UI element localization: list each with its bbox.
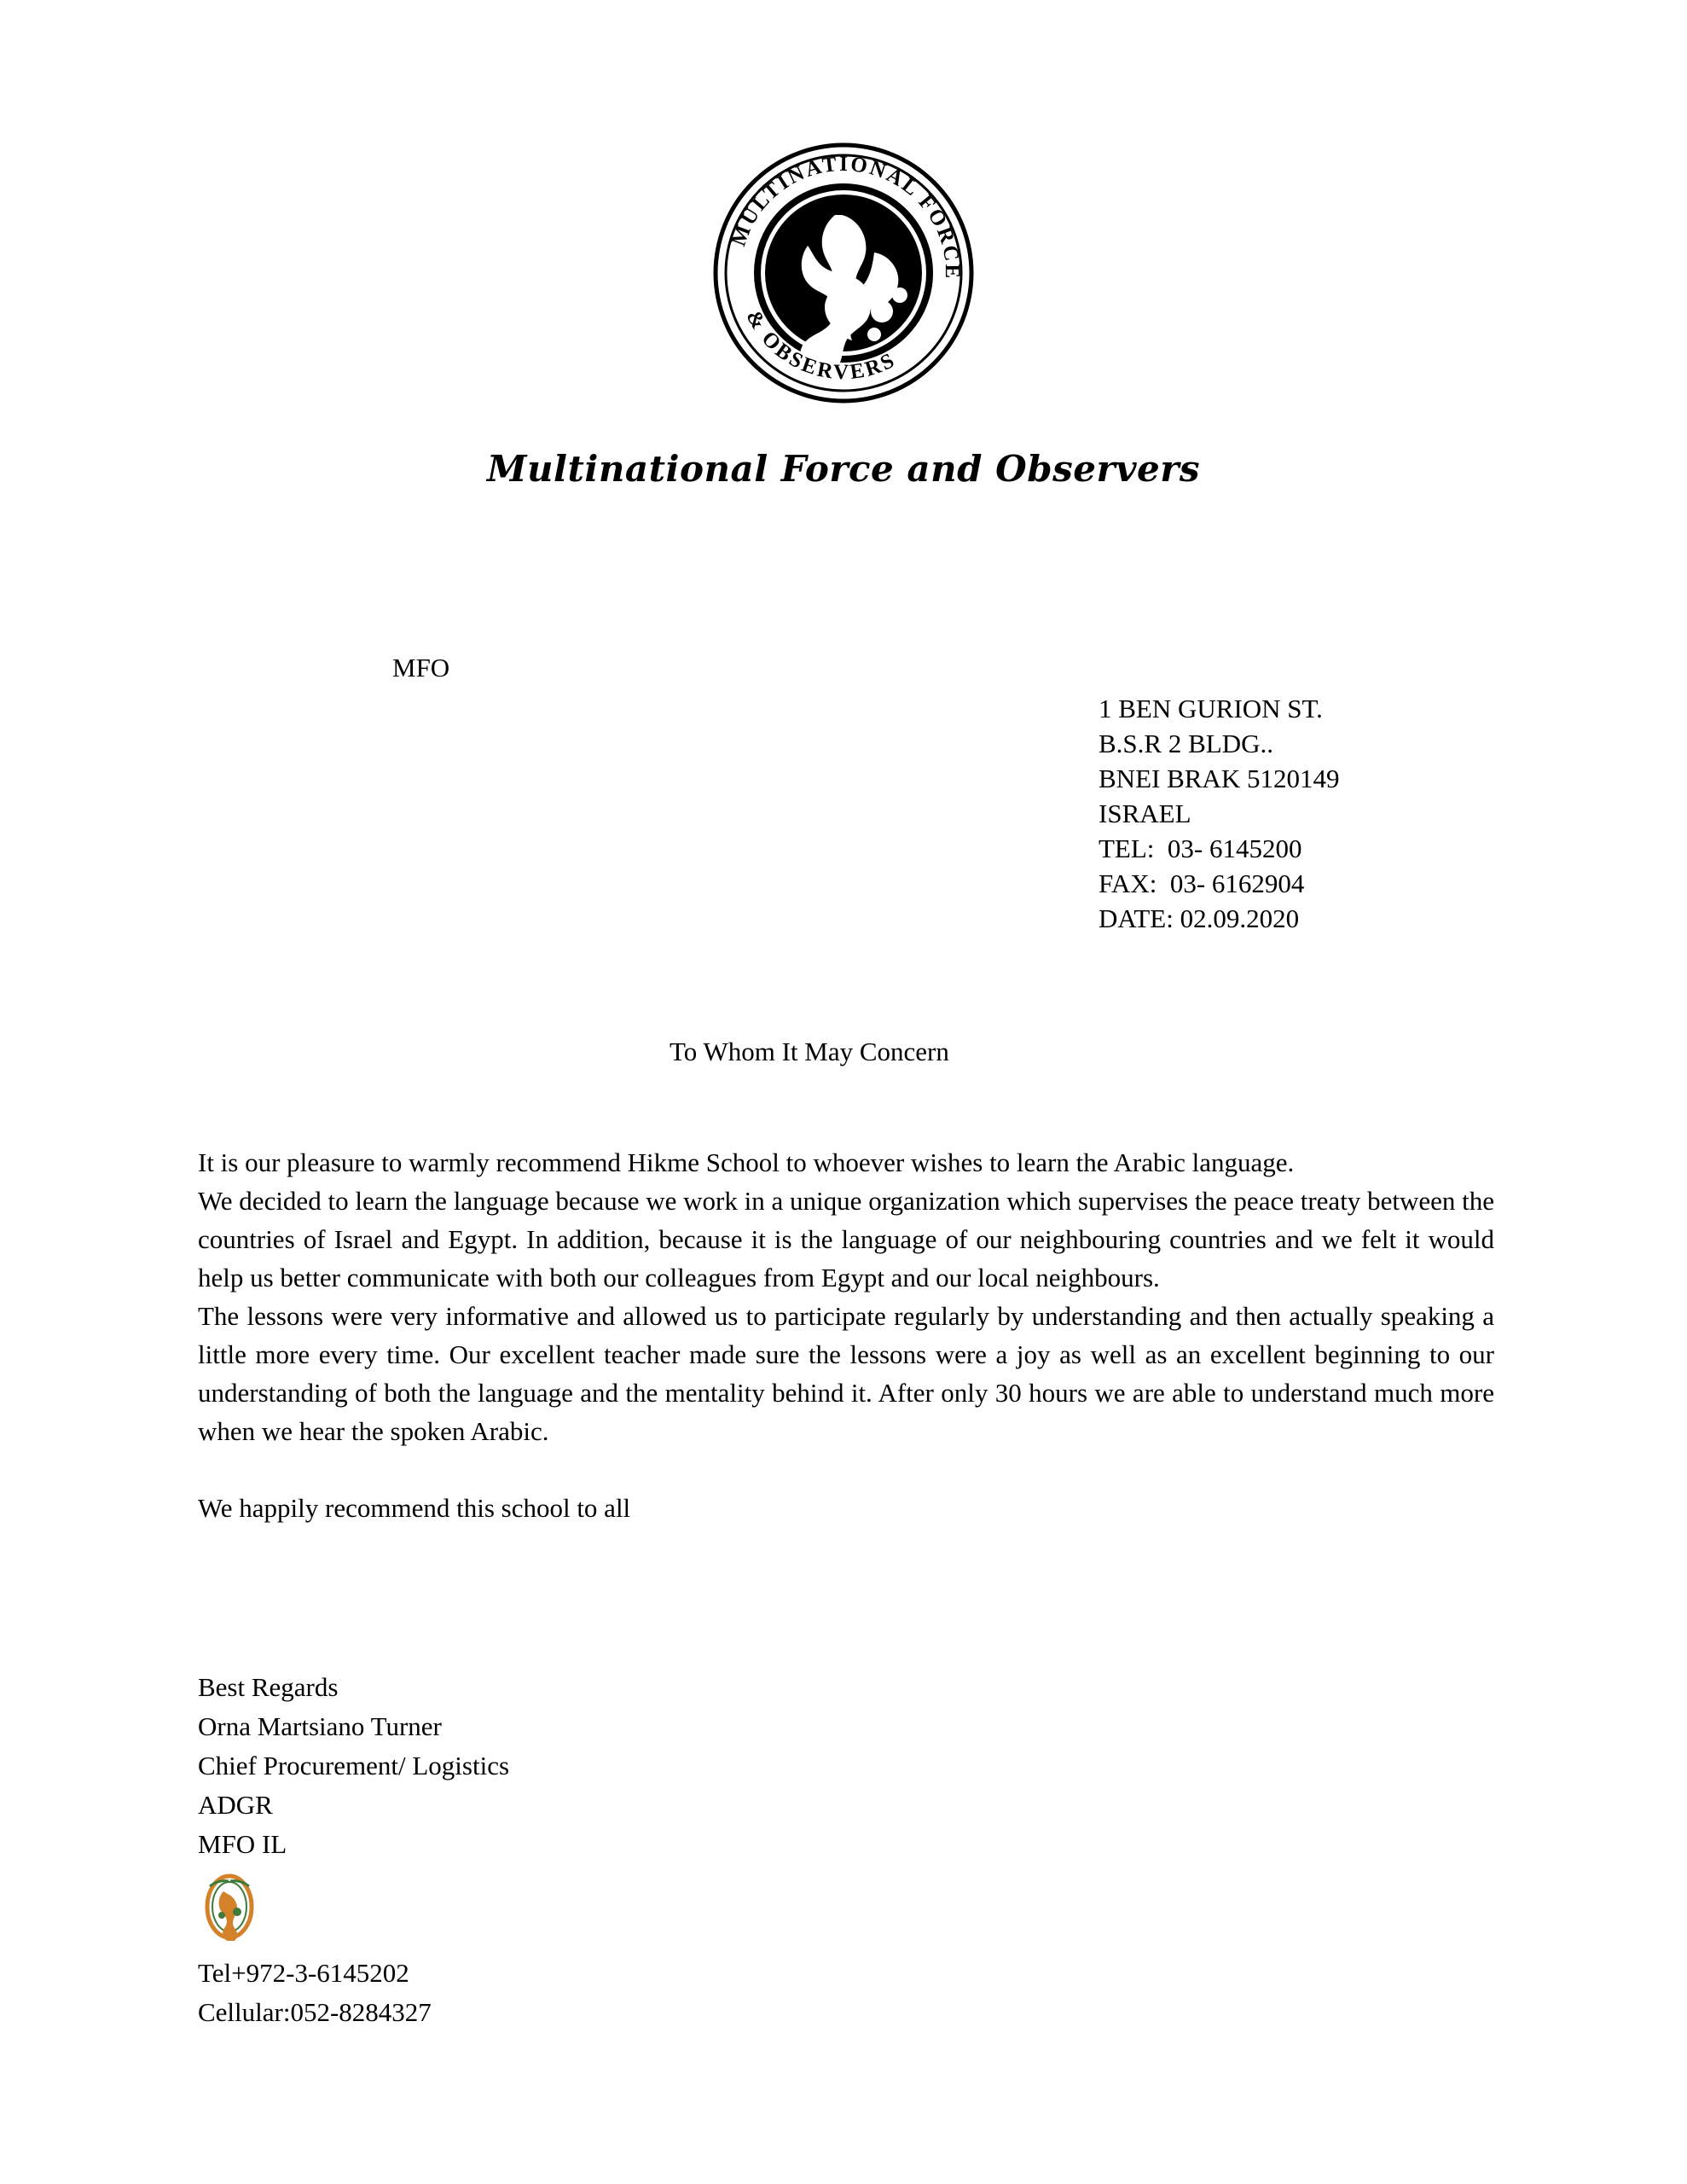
signature-regards: Best Regards [198, 1672, 339, 1702]
paragraph-2: We decided to learn the language because we work in a unique organization which supervises the peace treaty between the countries of Israel and Egypt. In addition, because it is the language of our neighbouring countries and we felt it would help us better communicate with both our colleagues from Egypt and our local neighbours. [198, 1186, 1494, 1292]
paragraph-4: We happily recommend this school to all [198, 1493, 631, 1523]
salutation: To Whom It May Concern [670, 1037, 949, 1066]
signature-name: Orna Martsiano Turner [198, 1711, 442, 1741]
signature-block [198, 1668, 509, 1864]
signature-title: Chief Procurement/ Logistics [198, 1751, 510, 1780]
svg-text:& OBSERVERS: & OBSERVERS [741, 306, 901, 385]
paragraph-3: The lessons were very informative and allowed us to participate regularly by understanding and then actually speaking a little more every time. Our excellent teacher made sure the lessons were a joy as well as an excellent beginning to our understanding of both the language and the mentality behind it. After only 30 hours we are able to understand much more when we hear the spoken Arabic. [198, 1301, 1494, 1446]
mfo-circular-emblem-icon [707, 136, 980, 410]
svg-text:MULTINATIONAL FORCE: MULTINATIONAL FORCE [727, 152, 965, 281]
mfo-small-color-emblem-icon [198, 1873, 261, 1941]
signature-department: ADGR [198, 1790, 273, 1820]
address-line-date: DATE: 02.09.2020 [1099, 903, 1300, 933]
letterhead [0, 136, 1687, 490]
organization-name: Multinational Force and Observers [487, 448, 1200, 490]
address-line-fax: FAX: 03- 6162904 [1099, 868, 1305, 898]
address-line: 1 BEN GURION ST. [1099, 694, 1323, 723]
contact-tel: Tel+972-3-6145202 [198, 1958, 409, 1988]
address-line-tel: TEL: 03- 6145200 [1099, 834, 1302, 863]
paragraph-spacer [198, 1450, 1494, 1489]
address-line: B.S.R 2 BLDG.. [1099, 729, 1273, 758]
signature-unit: MFO IL [198, 1829, 287, 1859]
paragraph-1: It is our pleasure to warmly recommend Hikme School to whoever wishes to learn the Arabic language. [198, 1147, 1295, 1177]
letter-body [198, 1143, 1494, 1527]
contact-cellular: Cellular:052-8284327 [198, 1997, 432, 2027]
contact-block [198, 1954, 432, 2032]
address-line: BNEI BRAK 5120149 [1099, 764, 1340, 793]
address-block [1099, 691, 1339, 936]
address-line: ISRAEL [1099, 799, 1191, 828]
mfo-label: MFO [392, 653, 450, 682]
